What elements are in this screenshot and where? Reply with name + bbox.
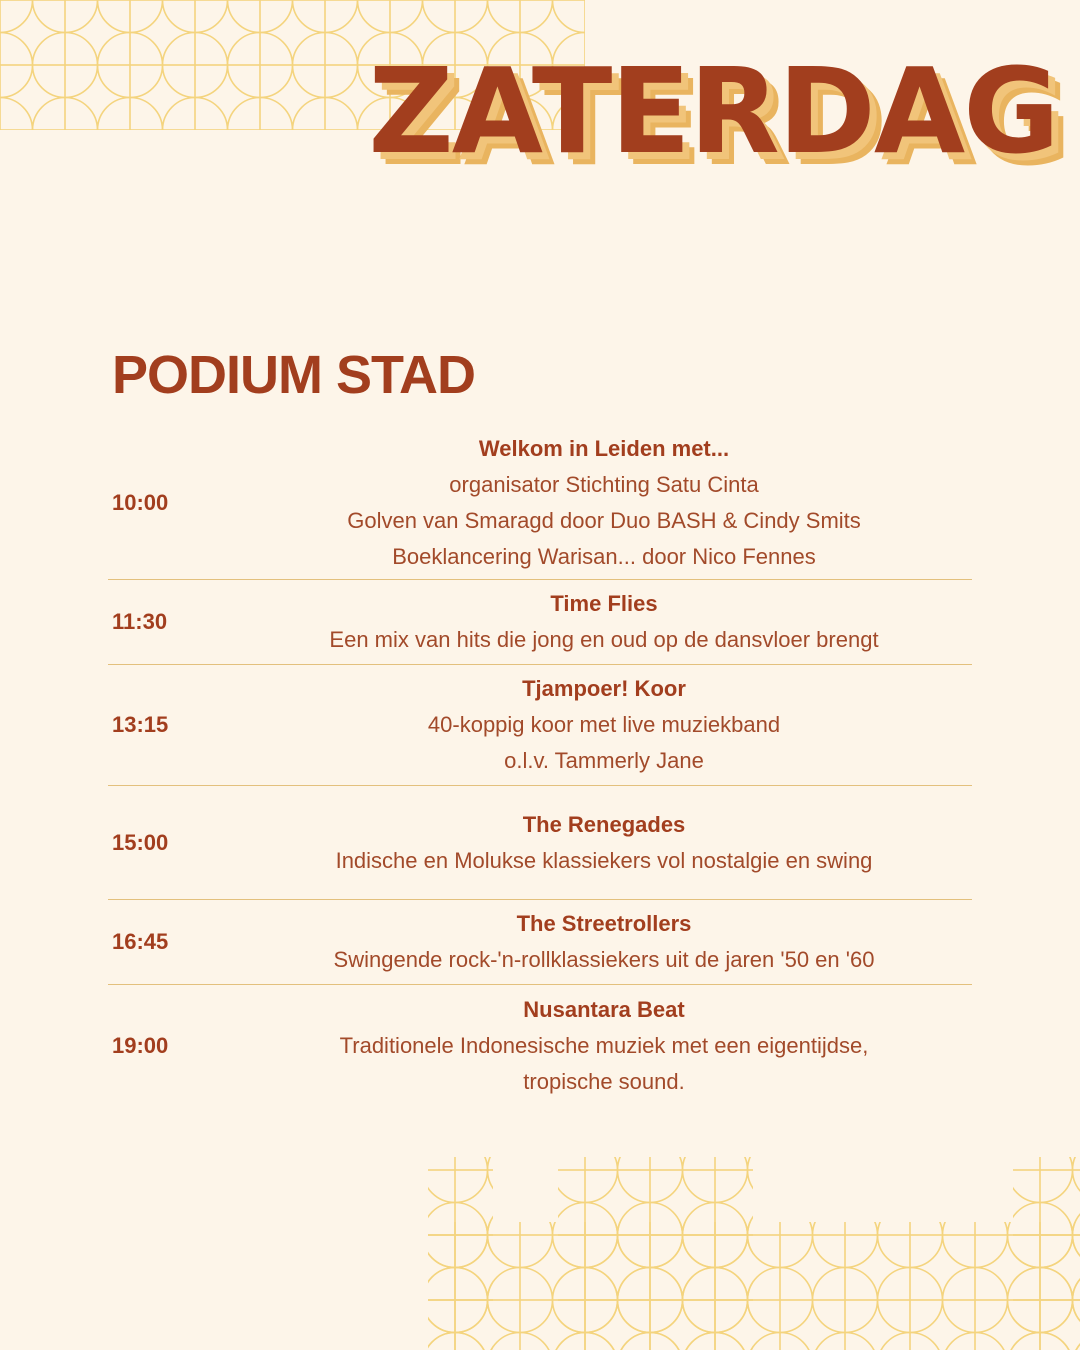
act-info — [248, 586, 972, 658]
act-detail: Swingende rock-'n-rollklassiekers uit de jaren '50 en '60 — [333, 947, 875, 972]
time-label: 10:00 — [112, 490, 169, 515]
time-label: 13:15 — [112, 712, 169, 737]
act-info — [248, 992, 972, 1100]
act-detail: 40-koppig koor met live muziekband — [427, 712, 781, 737]
act-detail: Golven van Smaragd door Duo BASH & Cindy Smits — [347, 508, 861, 533]
schedule-row — [108, 786, 972, 900]
time-label: 15:00 — [112, 829, 169, 855]
schedule-row — [108, 985, 972, 1107]
act-name: Nusantara Beat — [523, 997, 685, 1022]
schedule-row — [108, 580, 972, 665]
act-info — [248, 431, 972, 575]
act-detail: Indische en Molukse klassiekers vol nostalgie en swing — [335, 847, 873, 873]
pattern-bottom-base — [428, 1222, 1080, 1350]
act-detail: o.l.v. Tammerly Jane — [504, 748, 704, 773]
act-info — [248, 807, 972, 879]
act-detail: Traditionele Indonesische muziek met een eigentijdse, — [339, 1033, 869, 1058]
act-name: The Streetrollers — [516, 911, 692, 936]
act-detail: Een mix van hits die jong en oud op de dansvloer brengt — [329, 627, 879, 652]
stage-title: PODIUM STAD — [112, 345, 475, 405]
act-name: Tjampoer! Koor — [522, 676, 686, 701]
schedule-row — [108, 900, 972, 985]
schedule — [108, 427, 972, 1107]
act-name: The Renegades — [522, 811, 686, 837]
time-label: 16:45 — [112, 929, 169, 954]
act-info — [248, 906, 972, 978]
time-label: 19:00 — [112, 1033, 169, 1058]
act-detail: organisator Stichting Satu Cinta — [449, 472, 759, 497]
act-name: Time Flies — [550, 591, 658, 616]
schedule-row — [108, 427, 972, 580]
act-name: Welkom in Leiden met... — [478, 436, 730, 461]
act-detail: Boeklancering Warisan... door Nico Fennes — [392, 544, 816, 569]
time-label: 11:30 — [112, 609, 168, 634]
schedule-row — [108, 665, 972, 786]
act-info — [248, 671, 972, 779]
act-detail: tropische sound. — [523, 1069, 685, 1094]
day-title: ZATERDAG — [368, 42, 1058, 180]
